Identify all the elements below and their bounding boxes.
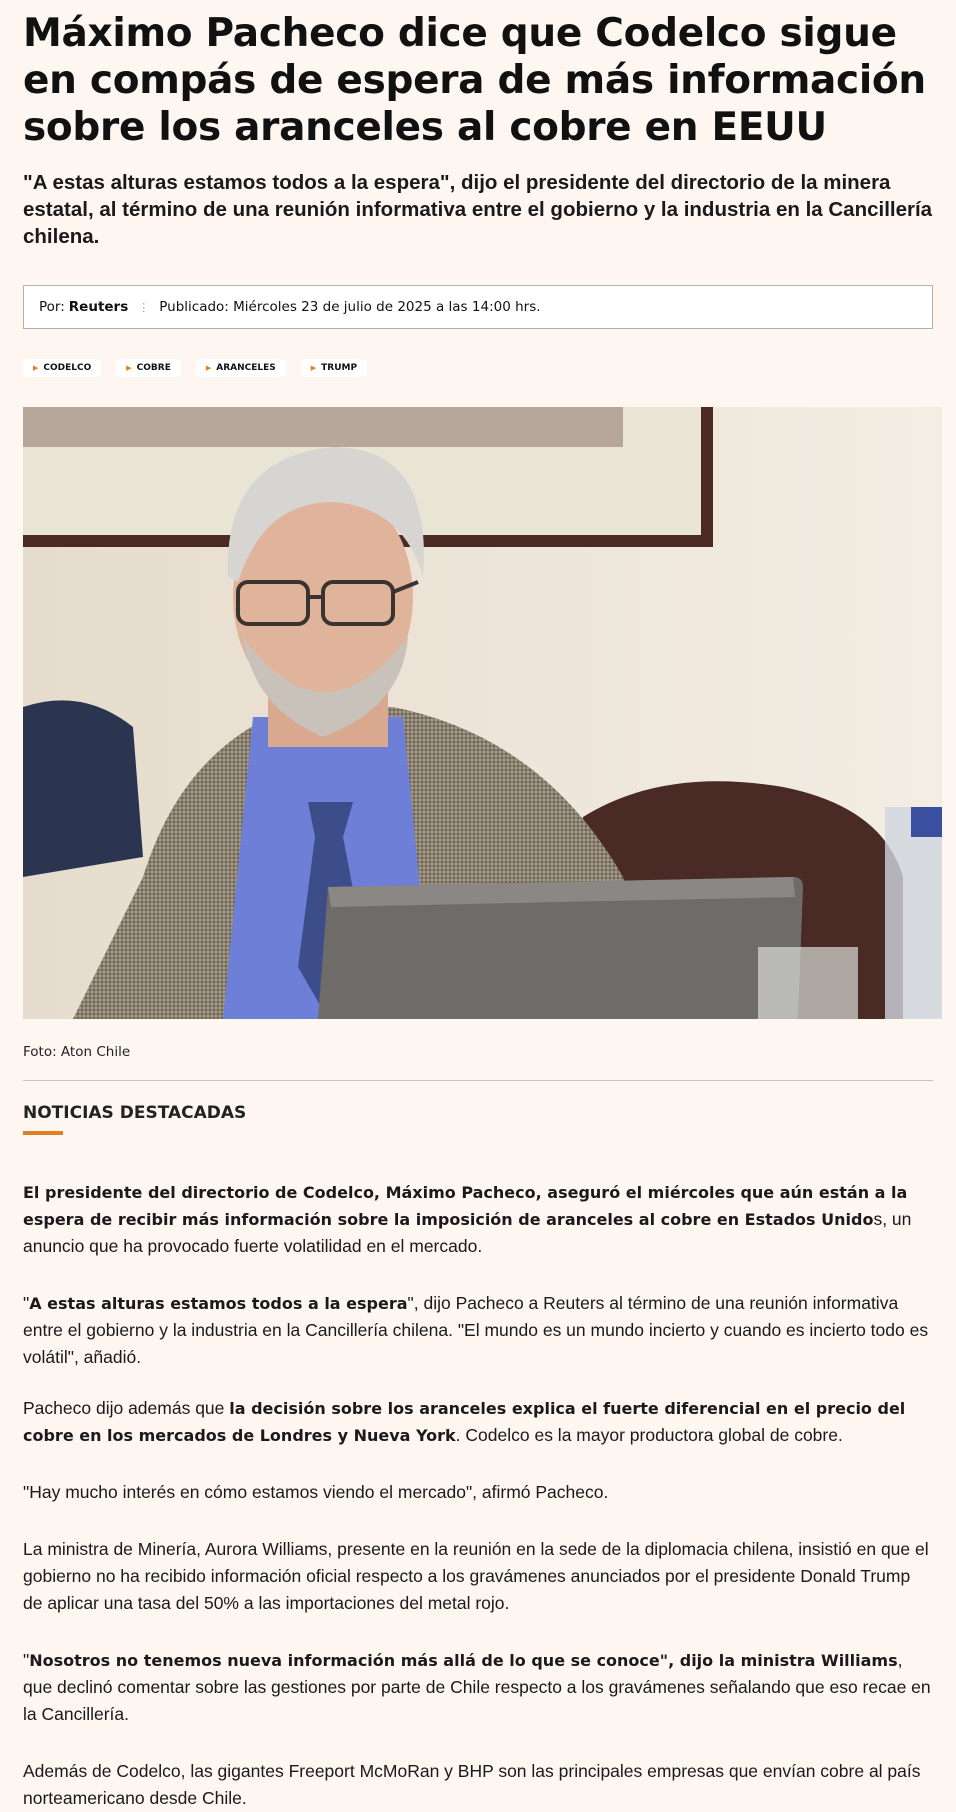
article-photo — [23, 407, 942, 1019]
byline-author[interactable]: Reuters — [68, 299, 129, 315]
paragraph-text: ", dijo Pacheco a Reuters al término de una reunión informativa entre el gobierno y la industria en la Cancillería chilena. "El mundo es un mundo incierto y cuando es incierto todo es volátil", añadió. — [23, 1293, 929, 1367]
paragraph-text: "Hay mucho interés en cómo estamos viendo el mercado", afirmó Pacheco. — [23, 1482, 609, 1502]
article-subtitle: "A estas alturas estamos todos a la espera", dijo el presidente del directorio de la minera estatal, al término de una reunión informativa entre el gobierno y la industria en la Cancillería chilena. — [23, 171, 933, 248]
byline-separator: ⋮ — [138, 300, 150, 314]
paragraph-text: La ministra de Minería, Aurora Williams, presente en la reunión en la sede de la diplomacia chilena, insistió en que el gobierno no ha recibido información oficial respecto a los gravámenes anunciados por el presidente Donald Trump de aplicar una tasa del 50% a las importaciones del metal rojo. — [23, 1539, 929, 1613]
paragraph-text: " — [23, 1293, 30, 1313]
paragraph — [23, 1290, 933, 1371]
byline-published: Publicado: Miércoles 23 de julio de 2025 a las 14:00 hrs. — [159, 299, 541, 315]
article-body — [23, 1179, 933, 1812]
paragraph — [23, 1479, 933, 1506]
tag-list — [23, 359, 933, 377]
paragraph-text: , que declinó comentar sobre las gestiones por parte de Chile respecto a los gravámenes señalando que eso recae en la Cancillería. — [23, 1650, 931, 1724]
paragraph-bold: El presidente del directorio de Codelco, Máximo Pacheco, aseguró el miércoles que aún están a la espera de recibir más información sobre la imposición de aranceles al cobre en Estados Unido — [23, 1183, 908, 1229]
paragraph-text: Pacheco dijo además que — [23, 1398, 230, 1418]
paragraph-bold: Nosotros no tenemos nueva información más allá de lo que se conoce", dijo la ministra Williams — [29, 1651, 898, 1670]
tag-codelco[interactable]: ▶ CODELCO — [23, 359, 101, 377]
paragraph-text: Además de Codelco, las gigantes Freeport McMoRan y BHP son las principales empresas que envían cobre al país norteamericano desde Chile. — [23, 1761, 921, 1808]
article-title: Máximo Pacheco dice que Codelco sigue en compás de espera de más información sobre los aranceles al cobre en EEUU — [23, 11, 926, 150]
paragraph — [23, 1647, 933, 1728]
paragraph-text: s, un anuncio que ha provocado fuerte volatilidad en el mercado. — [23, 1209, 912, 1256]
photo-illustration — [23, 407, 942, 1019]
paragraph — [23, 1758, 933, 1812]
caret-right-icon: ▶ — [126, 364, 132, 372]
paragraph — [23, 1179, 933, 1260]
paragraph — [23, 1395, 933, 1449]
tag-cobre[interactable]: ▶ COBRE — [116, 359, 181, 377]
byline-author-label: Por: — [39, 299, 65, 315]
byline — [23, 285, 933, 329]
tag-aranceles[interactable]: ▶ ARANCELES — [196, 359, 286, 377]
tag-trump[interactable]: ▶ TRUMP — [301, 359, 367, 377]
section-heading-underline — [23, 1131, 63, 1135]
divider — [23, 1080, 933, 1081]
paragraph-text: . Codelco es la mayor productora global de cobre. — [455, 1425, 843, 1445]
caret-right-icon: ▶ — [205, 364, 212, 372]
section-heading[interactable]: NOTICIAS DESTACADAS — [23, 1103, 247, 1123]
paragraph-bold: A estas alturas estamos todos a la espera — [29, 1294, 408, 1313]
photo-caption: Foto: Aton Chile — [23, 1044, 131, 1060]
paragraph-bold: la decisión sobre los aranceles explica el fuerte diferencial en el precio del cobre en los mercados de Londres y Nueva York — [23, 1399, 906, 1445]
paragraph — [23, 1536, 933, 1617]
paragraph-text: " — [23, 1650, 30, 1670]
caret-right-icon: ▶ — [33, 364, 39, 372]
caret-right-icon: ▶ — [310, 364, 317, 372]
